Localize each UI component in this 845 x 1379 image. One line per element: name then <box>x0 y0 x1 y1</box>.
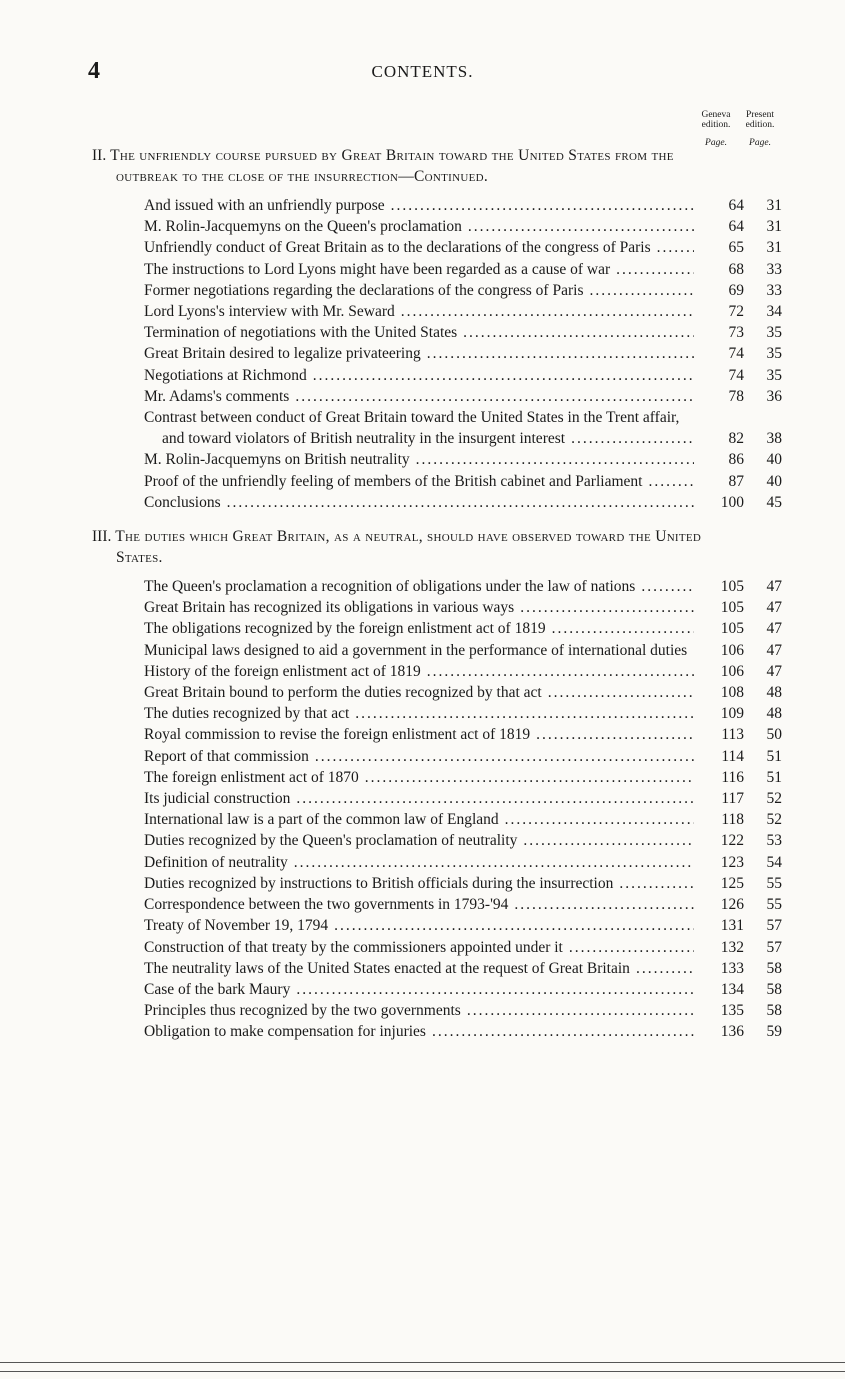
entry-title: And issued with an unfriendly purpose ..... <box>144 197 385 214</box>
geneva-page-number: 122 <box>720 832 744 850</box>
entry-title: Case of the bark Maury ..... <box>144 981 290 998</box>
contents-entry <box>92 343 782 364</box>
geneva-page-number: 131 <box>720 917 744 935</box>
contents-entry <box>92 1000 782 1021</box>
entry-title: Great Britain has recognized its obligations in various ways ..... <box>144 599 514 616</box>
geneva-page-number: 105 <box>720 578 744 596</box>
contents-section <box>92 146 782 513</box>
geneva-page-number: 108 <box>720 684 744 702</box>
contents-entry <box>92 703 782 724</box>
entry-text <box>92 661 694 682</box>
present-page-number: 48 <box>766 705 782 723</box>
entry-text <box>92 280 694 301</box>
present-page-number: 57 <box>766 917 782 935</box>
contents-entry <box>92 894 782 915</box>
entry-text <box>92 492 694 513</box>
entry-title: Municipal laws designed to aid a government in the performance of international duties ..... <box>144 642 687 659</box>
entry-text <box>92 259 694 280</box>
contents-entry <box>92 492 782 513</box>
geneva-page-number: 68 <box>728 260 744 278</box>
entry-title: Great Britain desired to legalize privateering ..... <box>144 345 421 362</box>
geneva-edition-heading <box>697 110 735 148</box>
present-page-number: 53 <box>766 832 782 850</box>
entry-title: Correspondence between the two governments in 1793-'94 ..... <box>144 896 508 913</box>
present-page-number: 58 <box>766 980 782 998</box>
section-heading-text: The duties which Great Britain, as a neutral, should have observed toward the United States. <box>115 528 702 566</box>
geneva-page-number: 74 <box>728 366 744 384</box>
entry-title: The Queen's proclamation a recognition of obligations under the law of nations ..... <box>144 578 635 595</box>
bottom-rule <box>0 1362 845 1372</box>
geneva-page-number: 72 <box>728 303 744 321</box>
entry-title: Definition of neutrality ..... <box>144 854 288 871</box>
section-numeral: III. <box>92 528 112 546</box>
entry-title: Mr. Adams's comments ..... <box>144 388 289 405</box>
entry-title: Proof of the unfriendly feeling of members of the British cabinet and Parliament ..... <box>144 473 642 490</box>
present-page-number: 31 <box>766 197 782 214</box>
geneva-page-number: 106 <box>720 662 744 680</box>
column-heading-line: edition. <box>701 120 731 130</box>
geneva-page-number: 87 <box>728 472 744 490</box>
contents-entry <box>92 873 782 894</box>
entry-text <box>92 471 694 492</box>
entry-title: Unfriendly conduct of Great Britain as to the declarations of the congress of Paris ..... <box>144 239 651 256</box>
present-page-number: 47 <box>766 620 782 638</box>
entry-title: Principles thus recognized by the two governments ..... <box>144 1002 461 1019</box>
entry-title: Report of that commission ..... <box>144 748 309 765</box>
entry-text <box>92 322 694 343</box>
present-page-number: 47 <box>766 641 782 659</box>
contents-entry <box>92 682 782 703</box>
entry-title: The instructions to Lord Lyons might have been regarded as a cause of war ..... <box>144 261 610 278</box>
geneva-page-number: 126 <box>720 896 744 914</box>
present-page-number: 40 <box>766 472 782 490</box>
section-title <box>92 527 706 568</box>
present-page-number: 48 <box>766 684 782 702</box>
present-page-number: 52 <box>766 811 782 829</box>
entry-title: Contrast between conduct of Great Britain toward the United States in the Trent affair, and toward violators of British neutrality in the insurgent interest ..... <box>144 409 679 447</box>
contents-entry <box>92 809 782 830</box>
column-headings <box>697 110 779 148</box>
entry-title: The neutrality laws of the United States enacted at the request of Great Britain ..... <box>144 960 630 977</box>
present-page-number: 35 <box>766 366 782 384</box>
entry-title: International law is a part of the common law of England ..... <box>144 811 499 828</box>
contents-entry <box>92 746 782 767</box>
geneva-page-number: 105 <box>720 599 744 617</box>
present-page-number: 51 <box>766 747 782 765</box>
table-of-contents <box>92 146 782 1043</box>
present-page-number: 45 <box>766 493 782 511</box>
geneva-page-number: 105 <box>720 620 744 638</box>
geneva-page-number: 106 <box>720 641 744 659</box>
contents-entry <box>92 724 782 745</box>
entry-text <box>92 1000 694 1021</box>
contents-entry <box>92 661 782 682</box>
contents-entry <box>92 386 782 407</box>
column-subheading: Page. <box>705 138 727 148</box>
geneva-page-number: 135 <box>720 1002 744 1020</box>
entry-text <box>92 216 694 237</box>
entry-title: Great Britain bound to perform the duties recognized by that act ..... <box>144 684 542 701</box>
geneva-page-number: 78 <box>728 387 744 405</box>
geneva-page-number: 109 <box>720 705 744 723</box>
present-page-number: 35 <box>766 345 782 363</box>
present-page-number: 52 <box>766 790 782 808</box>
contents-entry <box>92 259 782 280</box>
present-page-number: 47 <box>766 662 782 680</box>
geneva-page-number: 64 <box>728 197 744 214</box>
section-heading-text: The unfriendly course pursued by Great Britain toward the United States from the outbreak to the close of the insurrection—Continued. <box>110 147 674 185</box>
present-page-number: 36 <box>766 387 782 405</box>
entry-title: Duties recognized by the Queen's proclamation of neutrality ..... <box>144 832 517 849</box>
contents-entry <box>92 576 782 597</box>
entry-text <box>92 894 694 915</box>
present-page-number: 51 <box>766 768 782 786</box>
contents-entry <box>92 852 782 873</box>
geneva-page-number: 74 <box>728 345 744 363</box>
entry-text <box>92 979 694 1000</box>
entry-title: Obligation to make compensation for injuries ..... <box>144 1023 426 1040</box>
geneva-page-number: 132 <box>720 938 744 956</box>
entry-text <box>92 407 694 449</box>
contents-entry <box>92 322 782 343</box>
present-page-number: 35 <box>766 324 782 342</box>
entry-text <box>92 724 694 745</box>
entry-text <box>92 852 694 873</box>
contents-entry <box>92 216 782 237</box>
entry-text <box>92 767 694 788</box>
entry-text <box>92 788 694 809</box>
geneva-page-number: 113 <box>721 726 744 744</box>
contents-entry <box>92 597 782 618</box>
entry-text <box>92 958 694 979</box>
contents-entry <box>92 301 782 322</box>
entry-title: Treaty of November 19, 1794 ..... <box>144 917 328 934</box>
contents-entry <box>92 937 782 958</box>
running-title: CONTENTS. <box>371 62 474 81</box>
entry-title: The foreign enlistment act of 1870 ..... <box>144 769 359 786</box>
entry-text <box>92 746 694 767</box>
geneva-page-number: 123 <box>720 853 744 871</box>
contents-entry <box>92 767 782 788</box>
geneva-page-number: 64 <box>728 218 744 236</box>
geneva-page-number: 134 <box>720 980 744 998</box>
present-page-number: 58 <box>766 1002 782 1020</box>
geneva-page-number: 118 <box>721 811 744 829</box>
contents-entry <box>92 237 782 258</box>
geneva-page-number: 133 <box>720 959 744 977</box>
geneva-page-number: 100 <box>720 493 744 511</box>
entry-title: Termination of negotiations with the United States ..... <box>144 324 457 341</box>
present-page-number: 57 <box>766 938 782 956</box>
entry-title: Royal commission to revise the foreign enlistment act of 1819 ..... <box>144 726 530 743</box>
present-page-number: 54 <box>766 853 782 871</box>
entry-text <box>92 597 694 618</box>
column-heading-line: edition. <box>745 120 775 130</box>
entry-title: Its judicial construction ..... <box>144 790 290 807</box>
present-page-number: 58 <box>766 959 782 977</box>
present-page-number: 50 <box>766 726 782 744</box>
present-page-number: 47 <box>766 578 782 596</box>
entry-text <box>92 365 694 386</box>
contents-entry <box>92 618 782 639</box>
entry-text <box>92 682 694 703</box>
entry-text <box>92 576 694 597</box>
entry-text <box>92 640 694 661</box>
column-subheading: Page. <box>749 138 771 148</box>
present-edition-heading <box>741 110 779 148</box>
geneva-page-number: 136 <box>720 1023 744 1041</box>
page-number: 4 <box>88 58 100 84</box>
contents-section <box>92 527 782 1042</box>
entry-text <box>92 937 694 958</box>
entry-title: M. Rolin-Jacquemyns on British neutrality ..... <box>144 451 410 468</box>
present-page-number: 40 <box>766 451 782 469</box>
entry-title: M. Rolin-Jacquemyns on the Queen's proclamation ..... <box>144 218 462 235</box>
entry-text <box>92 386 694 407</box>
entry-title: Negotiations at Richmond ..... <box>144 367 307 384</box>
section-numeral: II. <box>92 147 107 164</box>
entry-text <box>92 301 694 322</box>
geneva-page-number: 117 <box>721 790 744 808</box>
present-page-number: 59 <box>766 1023 782 1041</box>
entry-text <box>92 703 694 724</box>
present-page-number: 34 <box>766 303 782 321</box>
present-page-number: 47 <box>766 599 782 617</box>
present-page-number: 31 <box>766 218 782 236</box>
entry-text <box>92 195 694 216</box>
geneva-page-number: 125 <box>720 874 744 892</box>
contents-entry <box>92 979 782 1000</box>
contents-entry <box>92 195 782 216</box>
section-title <box>92 146 706 187</box>
entry-text <box>92 449 694 470</box>
contents-entry <box>92 640 782 661</box>
contents-entry <box>92 407 782 449</box>
column-heading-line: Geneva <box>701 110 731 120</box>
present-page-number: 31 <box>766 239 782 257</box>
geneva-page-number: 73 <box>728 324 744 342</box>
geneva-page-number: 82 <box>728 430 744 448</box>
entry-title: Former negotiations regarding the declarations of the congress of Paris ..... <box>144 282 583 299</box>
entry-text <box>92 237 694 258</box>
geneva-page-number: 65 <box>728 239 744 257</box>
entry-title: The duties recognized by that act ..... <box>144 705 349 722</box>
contents-entry <box>92 1021 782 1042</box>
present-page-number: 33 <box>766 260 782 278</box>
contents-entry <box>92 449 782 470</box>
present-page-number: 55 <box>766 896 782 914</box>
geneva-page-number: 86 <box>728 451 744 469</box>
entry-text <box>92 618 694 639</box>
entry-text <box>92 830 694 851</box>
present-page-number: 55 <box>766 874 782 892</box>
geneva-page-number: 116 <box>721 768 744 786</box>
entry-title: Lord Lyons's interview with Mr. Seward ..... <box>144 303 395 320</box>
column-heading-line: Present <box>746 110 774 120</box>
entry-text <box>92 1021 694 1042</box>
contents-entry <box>92 915 782 936</box>
entry-text <box>92 873 694 894</box>
contents-entry <box>92 958 782 979</box>
entry-text <box>92 343 694 364</box>
contents-entry <box>92 280 782 301</box>
entry-text <box>92 809 694 830</box>
entry-title: History of the foreign enlistment act of 1819 ..... <box>144 663 421 680</box>
entry-title: Conclusions ..... <box>144 494 221 511</box>
entry-title: Duties recognized by instructions to British officials during the insurrection ..... <box>144 875 613 892</box>
present-page-number: 33 <box>766 281 782 299</box>
contents-entry <box>92 365 782 386</box>
geneva-page-number: 69 <box>728 281 744 299</box>
entry-title: Construction of that treaty by the commissioners appointed under it ..... <box>144 939 563 956</box>
entry-title: The obligations recognized by the foreign enlistment act of 1819 ..... <box>144 620 546 637</box>
present-page-number: 38 <box>766 430 782 448</box>
entry-text <box>92 915 694 936</box>
contents-entry <box>92 788 782 809</box>
geneva-page-number: 114 <box>721 747 744 765</box>
contents-entry <box>92 830 782 851</box>
contents-entry <box>92 471 782 492</box>
